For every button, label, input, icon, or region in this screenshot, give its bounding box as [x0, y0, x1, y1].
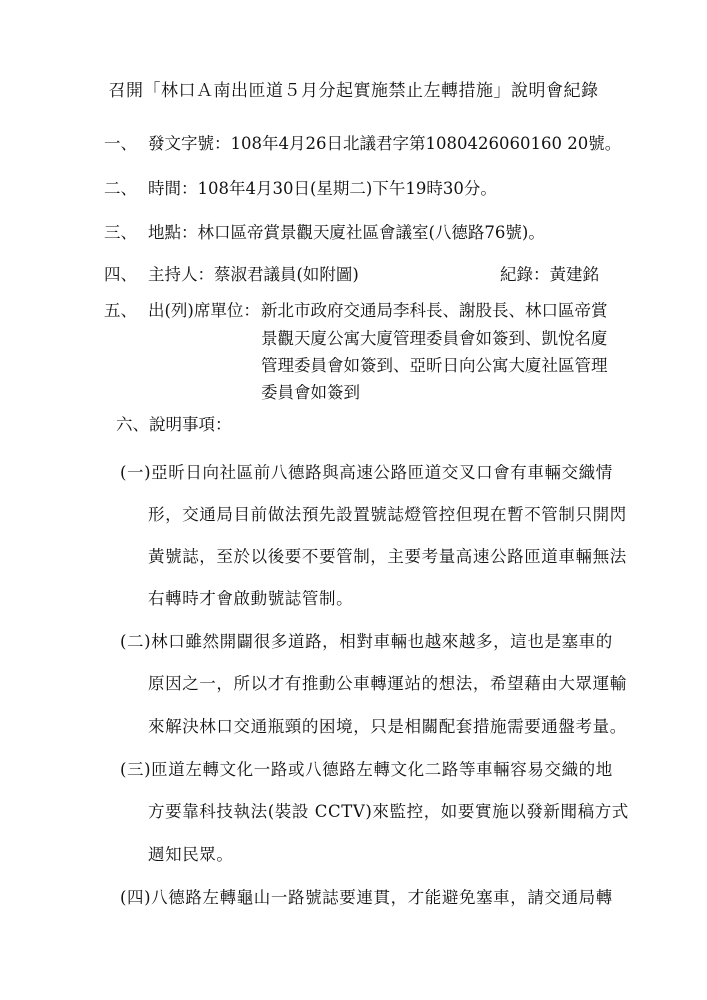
paragraph-line: 形，交通局目前做法預先設置號誌燈管控但現在暫不管制只開閃	[148, 505, 627, 524]
paragraph-line: 來解決林口交通瓶頸的困境，只是相關配套措施需要通盤考量。	[148, 717, 627, 736]
item-text: 發文字號：108年4月26日北議君字第1080426060160 20號。	[148, 134, 622, 153]
recorder-name: 紀錄：黃建銘	[500, 265, 599, 284]
paragraph-line: (二)林口雖然開闢很多道路，相對車輛也越來越多，這也是塞車的	[120, 632, 613, 651]
item-number: 四、	[104, 265, 137, 284]
paragraph-line: 黃號誌，至於以後要不要管制，主要考量高速公路匝道車輛無法	[148, 547, 627, 566]
item-number: 二、	[104, 179, 137, 198]
item-number: 五、	[104, 301, 137, 320]
attendees-line: 委員會如簽到	[261, 383, 360, 402]
document-title: 召開「林口Ａ南出匝道５月分起實施禁止左轉措施」說明會紀錄	[108, 81, 599, 101]
attendees-line: 管理委員會如簽到、亞昕日向公寓大廈社區管理	[261, 356, 608, 375]
item-text: 地點：林口區帝賞景觀天廈社區會議室(八德路76號)。	[148, 223, 545, 242]
attendees-line: 新北市政府交通局李科長、謝股長、林口區帝賞	[261, 301, 608, 320]
paragraph-line: 右轉時才會啟動號誌管制。	[148, 589, 354, 608]
item-number: 一、	[104, 134, 137, 153]
item-text: 時間：108年4月30日(星期二)下午19時30分。	[148, 179, 497, 198]
paragraph-line: (一)亞昕日向社區前八德路與高速公路匝道交叉口會有車輛交織情	[120, 463, 613, 482]
paragraph-line: 原因之一，所以才有推動公車轉運站的想法，希望藉由大眾運輸	[148, 674, 627, 693]
attendees-line: 景觀天廈公寓大廈管理委員會如簽到、凱悅名廈	[261, 329, 608, 348]
section-six-heading: 六、說明事項：	[116, 415, 232, 434]
attendees-label: 出(列)席單位：	[148, 301, 260, 320]
paragraph-line: (四)八德路左轉龜山一路號誌要連貫，才能避免塞車，請交通局轉	[120, 888, 613, 907]
item-text: 主持人：蔡淑君議員(如附圖)	[148, 265, 359, 284]
item-number: 三、	[104, 223, 137, 242]
paragraph-line: (三)匝道左轉文化一路或八德路左轉文化二路等車輛容易交織的地	[120, 760, 613, 779]
paragraph-line: 週知民眾。	[148, 845, 234, 864]
paragraph-line: 方要靠科技執法(裝設 CCTV)來監控，如要實施以發新聞稿方式	[148, 802, 629, 821]
